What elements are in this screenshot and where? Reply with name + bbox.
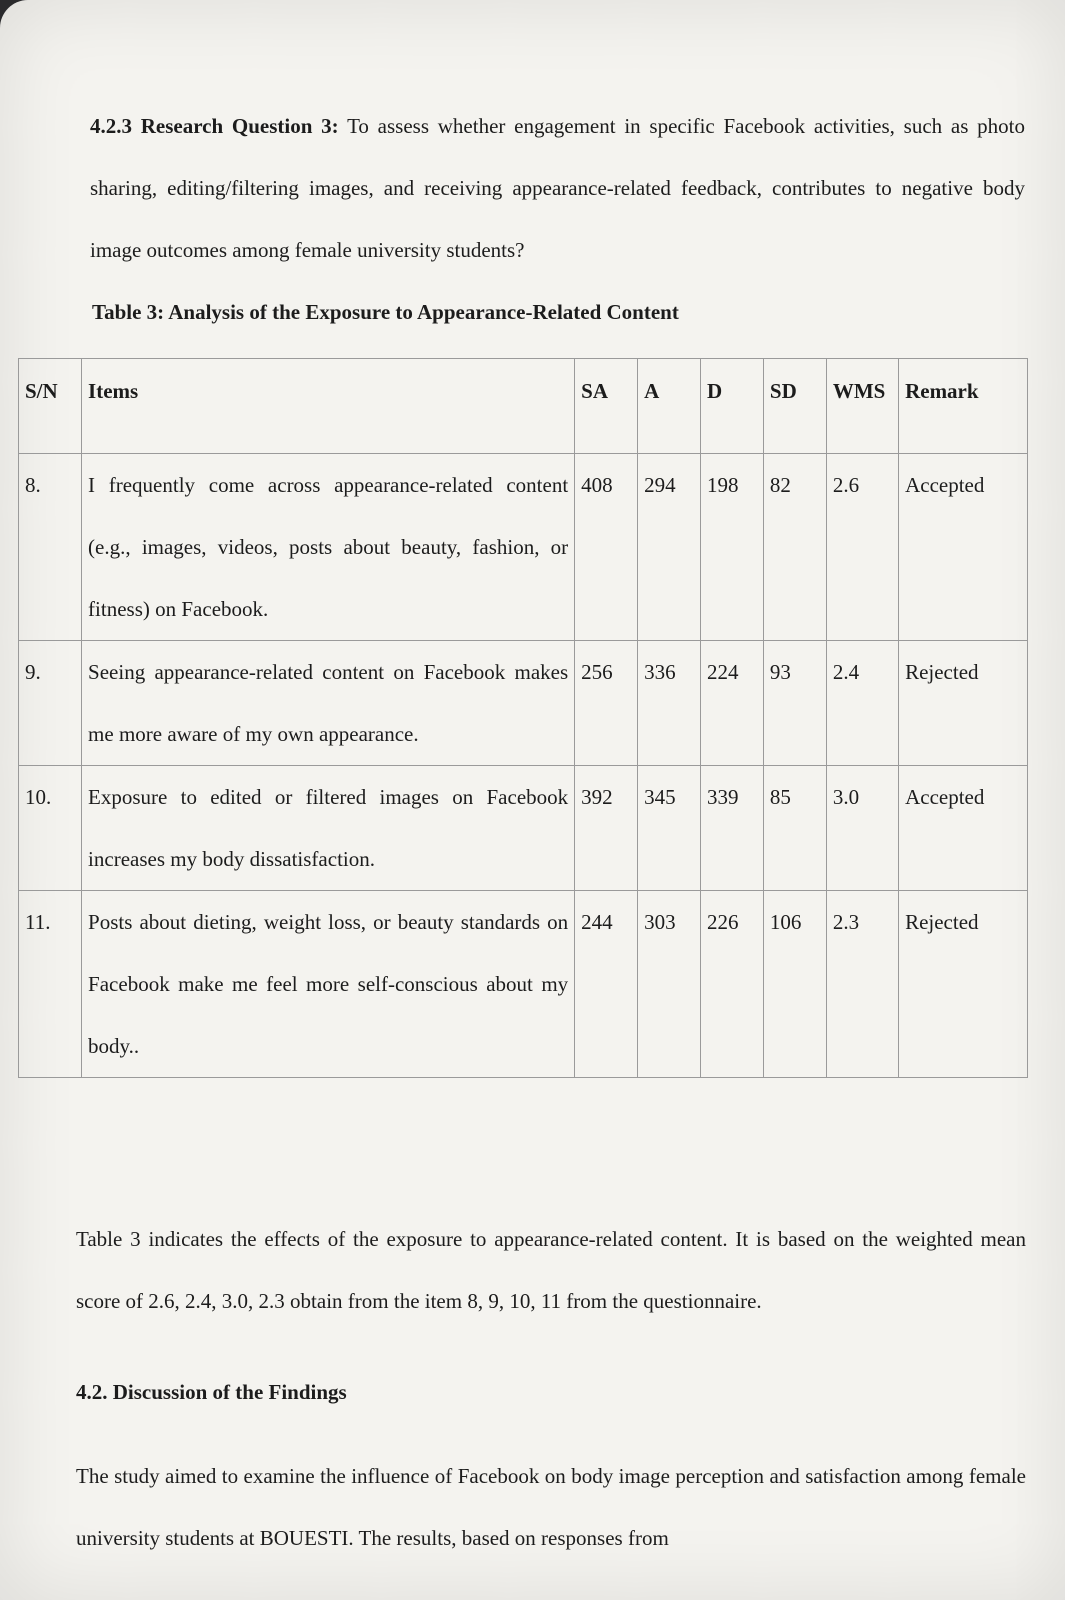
table-row (19, 766, 1028, 891)
cell-remark: Rejected (899, 891, 1028, 1078)
cell-wms: 3.0 (826, 766, 898, 891)
cell-d: 224 (701, 641, 764, 766)
cell-sa: 392 (575, 766, 638, 891)
cell-remark: Accepted (899, 766, 1028, 891)
summary-paragraph: Table 3 indicates the effects of the exposure to appearance-related content. It is based on the weighted mean score of 2.6, 2.4, 3.0, 2.3 obtain from the item 8, 9, 10, 11 from the questionnaire. (76, 1227, 1026, 1313)
cell-item: I frequently come across appearance-related content (e.g., images, videos, posts about beauty, fashion, or fitness) on Facebook. (82, 454, 575, 641)
header-wms: WMS (826, 359, 898, 454)
header-remark: Remark (899, 359, 1028, 454)
cell-item: Exposure to edited or filtered images on Facebook increases my body dissatisfaction. (82, 766, 575, 891)
discussion-heading: 4.2. Discussion of the Findings (76, 1380, 347, 1404)
cell-item: Posts about dieting, weight loss, or beauty standards on Facebook make me feel more self-conscious about my body.. (82, 891, 575, 1078)
discussion-paragraph: The study aimed to examine the influence of Facebook on body image perception and satisfaction among female university students at BOUESTI. The results, based on responses from (76, 1464, 1026, 1550)
cell-sd: 82 (763, 454, 826, 641)
research-question-label: 4.2.3 Research Question 3: (90, 114, 339, 138)
cell-item: Seeing appearance-related content on Facebook makes me more aware of my own appearance. (82, 641, 575, 766)
cell-sd: 106 (763, 891, 826, 1078)
cell-sn: 9. (19, 641, 82, 766)
header-sa: SA (575, 359, 638, 454)
cell-sa: 408 (575, 454, 638, 641)
cell-sn: 8. (19, 454, 82, 641)
cell-wms: 2.3 (826, 891, 898, 1078)
research-question (90, 95, 1025, 281)
research-question-text: To assess whether engagement in specific Facebook activities, such as photo sharing, editing/filtering images, and receiving appearance-related feedback, contributes to negative body image outcomes among female university students? (90, 114, 1025, 262)
table-title: Table 3: Analysis of the Exposure to Appearance-Related Content (92, 300, 679, 324)
cell-sn: 11. (19, 891, 82, 1078)
header-a: A (638, 359, 701, 454)
cell-sn: 10. (19, 766, 82, 891)
header-d: D (701, 359, 764, 454)
table-header-row (19, 359, 1028, 454)
cell-sd: 85 (763, 766, 826, 891)
table-row (19, 891, 1028, 1078)
cell-d: 226 (701, 891, 764, 1078)
cell-wms: 2.4 (826, 641, 898, 766)
analysis-table (18, 358, 1028, 1078)
cell-wms: 2.6 (826, 454, 898, 641)
cell-remark: Accepted (899, 454, 1028, 641)
table-row (19, 454, 1028, 641)
header-items: Items (82, 359, 575, 454)
cell-a: 294 (638, 454, 701, 641)
cell-sd: 93 (763, 641, 826, 766)
cell-sa: 256 (575, 641, 638, 766)
cell-a: 345 (638, 766, 701, 891)
table-row (19, 641, 1028, 766)
cell-sa: 244 (575, 891, 638, 1078)
cell-a: 303 (638, 891, 701, 1078)
cell-d: 198 (701, 454, 764, 641)
cell-d: 339 (701, 766, 764, 891)
header-sn: S/N (19, 359, 82, 454)
header-sd: SD (763, 359, 826, 454)
cell-a: 336 (638, 641, 701, 766)
cell-remark: Rejected (899, 641, 1028, 766)
